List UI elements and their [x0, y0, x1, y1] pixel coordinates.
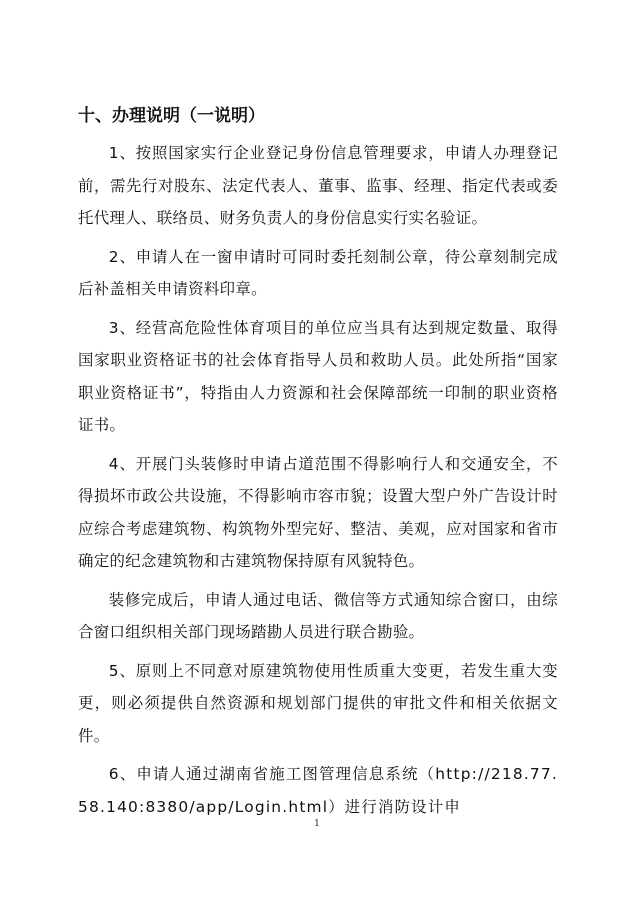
- page-number: 1: [314, 819, 320, 829]
- paragraph-storefront-renovation: 4、开展门头装修时申请占道范围不得影响行人和交通安全，不得损坏市政公共设施，不得影响市容市貌；设置大型户外广告设计时应综合考虑建筑物、构筑物外型完好、整洁、美观，应对国家和省市确定的纪念建筑物和古建筑物保持原有风貌特色。: [78, 454, 558, 570]
- paragraph-fire-design-system: 6、申请人通过湖南省施工图管理信息系统（http://218.77.58.140:8380/app/Login.html）进行消防设计申: [78, 765, 558, 816]
- body-text: [78, 137, 558, 829]
- paragraph-building-use-change: 5、原则上不同意对原建筑物使用性质重大变更，若发生重大变更，则必须提供自然资源和规划部门提供的审批文件和相关依据文件。: [78, 661, 558, 745]
- paragraph-sports-qualification: 3、经营高危险性体育项目的单位应当具有达到规定数量、取得国家职业资格证书的社会体育指导人员和救助人员。此处所指“国家职业资格证书”，特指由人力资源和社会保障部统一印制的职业资格证书。: [78, 318, 558, 434]
- paragraph-identity-verification: 1、按照国家实行企业登记身份信息管理要求，申请人办理登记前，需先行对股东、法定代表人、董事、监事、经理、指定代表或委托代理人、联络员、财务负责人的身份信息实行实名验证。: [78, 144, 558, 227]
- paragraph-seal-engraving: 2、申请人在一窗申请时可同时委托刻制公章，待公章刻制完成后补盖相关申请资料印章。: [78, 247, 558, 298]
- paragraph-joint-inspection: 装修完成后，申请人通过电话、微信等方式通知综合窗口，由综合窗口组织相关部门现场踏勘人员进行联合勘验。: [78, 590, 558, 641]
- section-heading: 十、办理说明（一说明）: [78, 106, 265, 126]
